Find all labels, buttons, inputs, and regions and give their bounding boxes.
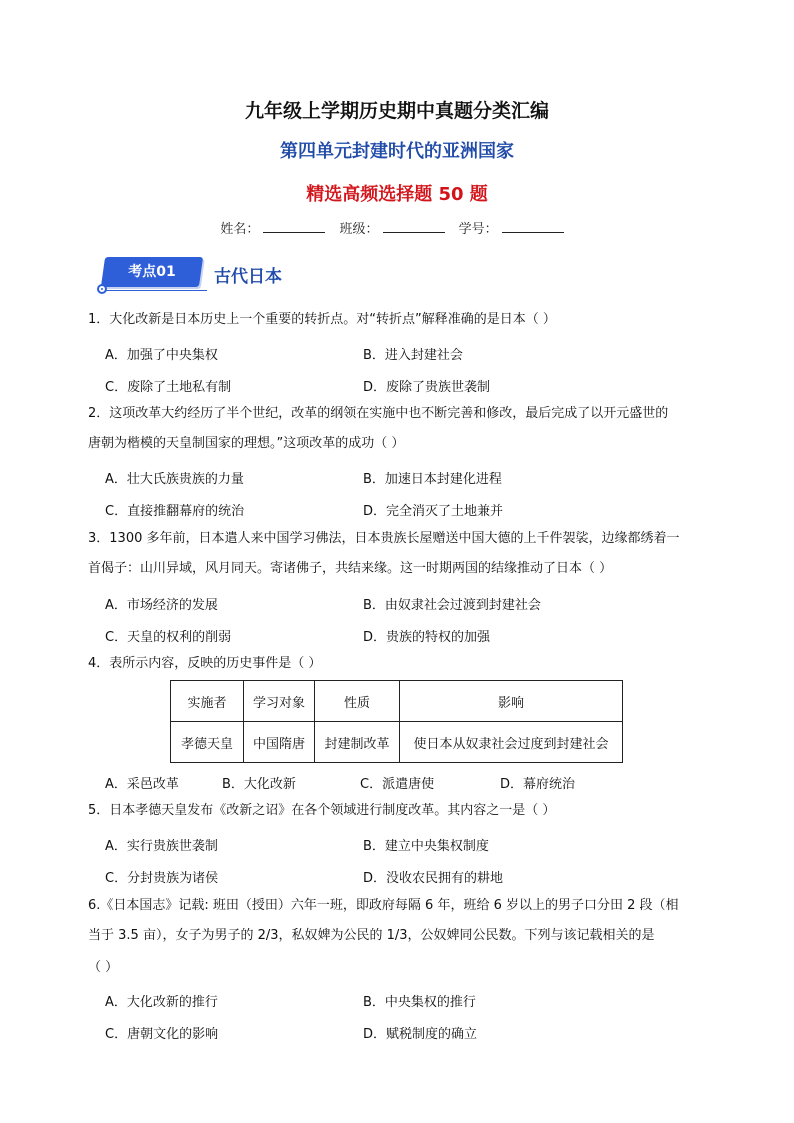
section-underline (103, 290, 207, 291)
question-5-option-a: A．实行贵族世袭制 (105, 839, 218, 854)
question-6-stem-line-3: （ ） (88, 960, 119, 975)
question-6-option-c: C．唐朝文化的影响 (105, 1027, 219, 1042)
table-header-row (171, 681, 623, 722)
question-5-option-d: D．没收农民拥有的耕地 (363, 871, 504, 886)
question-4-stem: 4．表所示内容，反映的历史事件是（ ） (88, 656, 322, 671)
table-cell: 使日本从奴隶社会过度到封建社会 (400, 722, 623, 763)
question-3-stem-line-1: 3．1300 多年前，日本遣人来中国学习佛法，日本贵族长屋赠送中国大德的上千件袈裟，边缘都绣着一 (88, 531, 680, 546)
question-3-option-c: C．天皇的权利的削弱 (105, 630, 232, 645)
class-blank (383, 220, 445, 233)
question-1-option-a: A．加强了中央集权 (105, 348, 218, 363)
section-badge: 考点01 (128, 264, 176, 280)
name-label: 姓名： (220, 222, 260, 237)
question-4-option-c: C．派遣唐使 (360, 777, 435, 792)
question-2-option-b: B．加速日本封建化进程 (363, 472, 502, 487)
question-2-option-d: D．完全消灭了土地兼并 (363, 504, 504, 519)
question-1-option-d: D．废除了贵族世袭制 (363, 380, 491, 395)
class-label: 班级： (339, 222, 379, 237)
table-row (171, 722, 623, 763)
id-blank (502, 220, 564, 233)
table-header-cell: 学习对象 (244, 681, 315, 722)
question-6-option-b: B．中央集权的推行 (363, 995, 476, 1010)
table-cell: 封建制改革 (315, 722, 400, 763)
question-4-option-a: A．采邑改革 (105, 777, 179, 792)
question-2-stem-line-2: 唐朝为楷模的天皇制国家的理想。”这项改革的成功（ ） (88, 436, 405, 451)
table-header-cell: 影响 (400, 681, 623, 722)
question-6-stem-line-1: 6.《日本国志》记载: 班田（授田）六年一班，即政府每隔 6 年，班给 6 岁以上的男子口分田 2 段（相 (88, 898, 679, 913)
student-info-line (0, 218, 794, 237)
question-5-stem: 5．日本孝德天皇发布《改新之诏》在各个领域进行制度改革。其内容之一是（ ） (88, 803, 556, 818)
id-label: 学号： (458, 222, 498, 237)
question-4-option-d: D．幕府统治 (500, 777, 576, 792)
question-6-option-d: D．赋税制度的确立 (363, 1027, 478, 1042)
document-subtitle: 精选高频选择题 50 题 (306, 184, 488, 205)
question-6-option-a: A．大化改新的推行 (105, 995, 218, 1010)
question-1-option-b: B．进入封建社会 (363, 348, 463, 363)
unit-title: 第四单元封建时代的亚洲国家 (280, 141, 514, 162)
question-5-option-b: B．建立中央集权制度 (363, 839, 489, 854)
question-3-option-d: D．贵族的特权的加强 (363, 630, 491, 645)
question-6-stem-line-2: 当于 3.5 亩），女子为男子的 2/3，私奴婢为公民的 1/3，公奴婢同公民数。下列与该记载相关的是 (88, 928, 655, 943)
section-title: 古代日本 (214, 267, 282, 287)
question-1-option-c: C．废除了土地私有制 (105, 380, 232, 395)
question-2-stem-line-1: 2．这项改革大约经历了半个世纪，改革的纲领在实施中也不断完善和修改，最后完成了以开元盛世的 (88, 406, 669, 421)
document-title: 九年级上学期历史期中真题分类汇编 (244, 100, 549, 122)
question-2-option-c: C．直接推翻幕府的统治 (105, 504, 245, 519)
table-cell: 中国隋唐 (244, 722, 315, 763)
question-3-stem-line-2: 首偈子：山川异域，风月同天。寄诸佛子，共结来缘。这一时期两国的结缘推动了日本（ ） (88, 561, 613, 576)
question-2-option-a: A．壮大氏族贵族的力量 (105, 472, 244, 487)
table-cell: 孝德天皇 (171, 722, 244, 763)
name-blank (263, 220, 325, 233)
question-3-option-a: A．市场经济的发展 (105, 598, 218, 613)
table-header-cell: 实施者 (171, 681, 244, 722)
table-header-cell: 性质 (315, 681, 400, 722)
question-5-option-c: C．分封贵族为诸侯 (105, 871, 219, 886)
question-1-stem: 1．大化改新是日本历史上一个重要的转折点。对“转折点”解释准确的是日本（ ） (88, 312, 556, 327)
question-3-option-b: B．由奴隶社会过渡到封建社会 (363, 598, 541, 613)
question-4-option-b: B．大化改新 (222, 777, 296, 792)
bullet-dot-icon (97, 284, 107, 294)
question-4-table (170, 680, 623, 763)
